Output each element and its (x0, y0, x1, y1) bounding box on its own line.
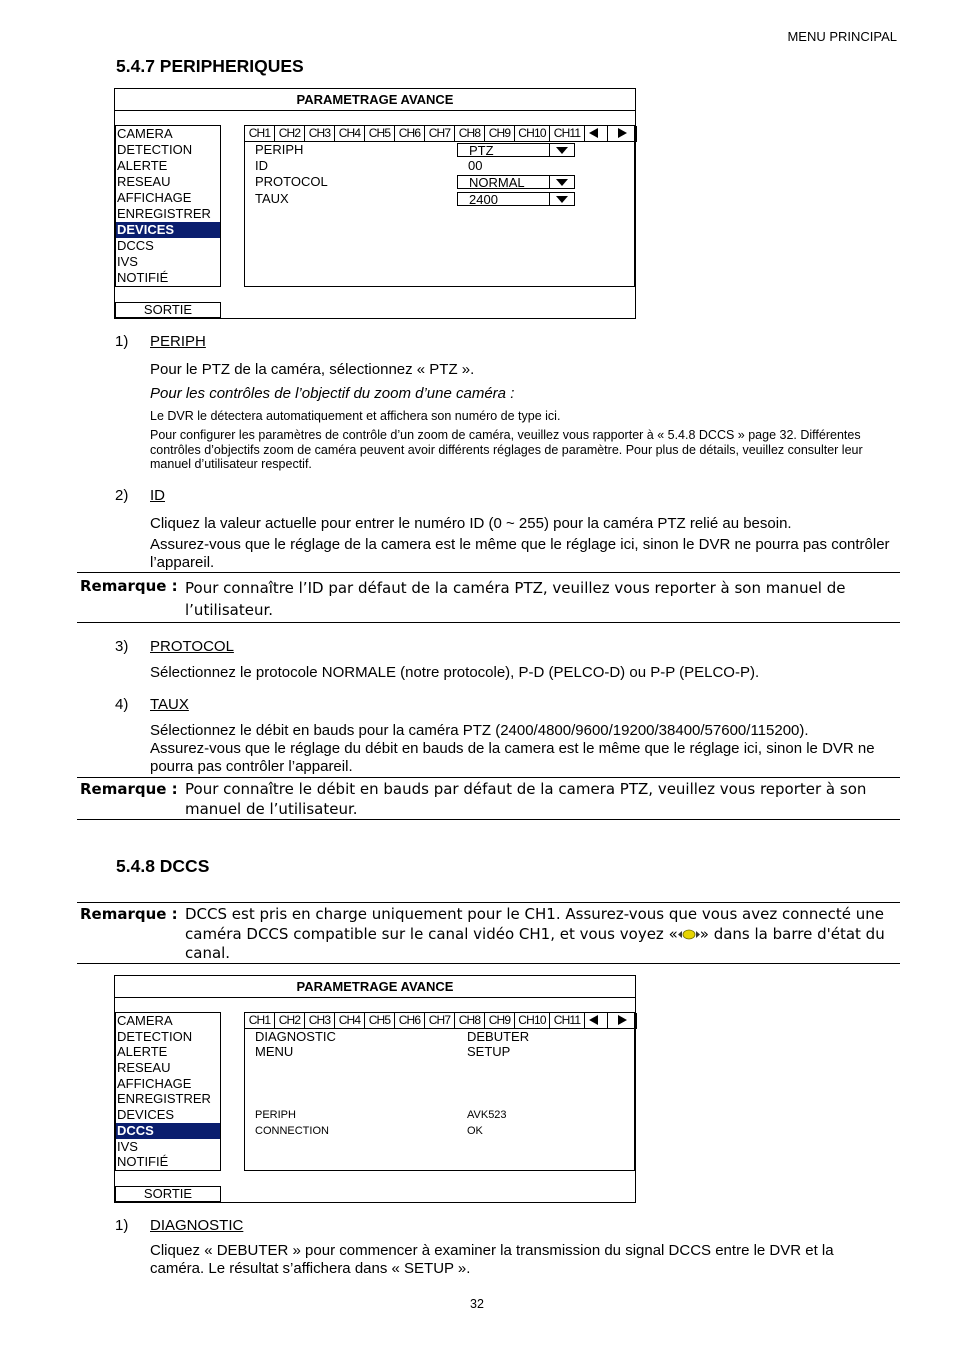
dropdown-arrow-icon (549, 175, 574, 189)
note-label: Remarque : (80, 577, 178, 595)
page-number: 32 (470, 1297, 484, 1311)
dccs-status-icon (678, 929, 700, 940)
note-text: DCCS est pris en charge uniquement pour le CH1. Assurez-vous que vous avez connecté une caméra DCCS compatible sur le canal vidéo CH1, et vous voyez « » dans la barre d'état du canal. (185, 905, 885, 962)
id-value[interactable]: 00 (468, 158, 483, 173)
tab-ch8[interactable]: CH8 (455, 126, 485, 142)
menu-panel-devices (114, 88, 636, 319)
arrow-left-icon[interactable] (585, 1013, 608, 1029)
tab-ch4[interactable]: CH4 (335, 1013, 365, 1029)
exit-button[interactable]: SORTIE (115, 1186, 221, 1202)
periph-dropdown[interactable]: PTZ (457, 143, 575, 157)
tab-ch10[interactable]: CH10 (515, 1013, 550, 1029)
paragraph-italic: Pour les contrôles de l’objectif du zoom d’une caméra : (150, 385, 515, 402)
note-box (77, 777, 900, 820)
dropdown-arrow-icon (549, 192, 574, 206)
tab-ch4[interactable]: CH4 (335, 126, 365, 142)
tab-ch6[interactable]: CH6 (395, 126, 425, 142)
item-title-taux: TAUX (150, 696, 189, 713)
settings-area (244, 125, 635, 287)
paragraph: Cliquez « DEBUTER » pour commencer à examiner la transmission du signal DCCS entre le DVR et la caméra. Le résultat s’affichera dans « SETUP ». (150, 1242, 834, 1277)
menu-item-camera[interactable]: CAMERA (117, 126, 173, 141)
field-label-periph: PERIPH (255, 142, 304, 157)
menu-item-dccs[interactable]: DCCS (117, 238, 154, 253)
info-value-connection: OK (467, 1125, 483, 1137)
tab-ch5[interactable]: CH5 (365, 1013, 395, 1029)
arrow-right-icon[interactable] (608, 126, 637, 142)
item-title-protocol: PROTOCOL (150, 638, 234, 655)
tab-ch3[interactable]: CH3 (305, 1013, 335, 1029)
paragraph: Sélectionnez le débit en bauds pour la caméra PTZ (2400/4800/9600/19200/38400/57600/115200). (150, 722, 809, 739)
tab-ch10[interactable]: CH10 (515, 126, 550, 142)
section-title-dccs: 5.4.8 DCCS (116, 856, 210, 876)
debuter-button[interactable]: DEBUTER (467, 1029, 530, 1044)
item-number: 4) (115, 696, 129, 713)
paragraph-small: Le DVR le détectera automatiquement et affichera son numéro de type ici. (150, 409, 561, 423)
item-title-id: ID (150, 487, 165, 504)
setup-button[interactable]: SETUP (467, 1044, 511, 1059)
channel-tabs (245, 126, 637, 142)
channel-tabs (245, 1013, 637, 1029)
note-text: Pour connaître le débit en bauds par défaut de la camera PTZ, veuillez vous reporter à son manuel de l’utilisateur. (185, 780, 867, 818)
running-header: MENU PRINCIPAL (787, 29, 897, 44)
info-value-periph: AVK523 (467, 1109, 507, 1121)
menu-item-reseau[interactable]: RESEAU (117, 174, 171, 189)
tab-ch2[interactable]: CH2 (275, 126, 305, 142)
tab-ch11[interactable]: CH11 (550, 1013, 585, 1029)
menu-item-affichage[interactable]: AFFICHAGE (117, 190, 192, 205)
menu-item-notifie[interactable]: NOTIFIÉ (117, 270, 169, 285)
tab-ch7[interactable]: CH7 (425, 126, 455, 142)
item-number: 1) (115, 333, 129, 350)
panel-title: PARAMETRAGE AVANCE (296, 979, 454, 994)
arrow-left-icon[interactable] (585, 126, 608, 142)
tab-ch5[interactable]: CH5 (365, 126, 395, 142)
item-title-periph: PERIPH (150, 333, 206, 350)
tab-ch8[interactable]: CH8 (455, 1013, 485, 1029)
tab-ch7[interactable]: CH7 (425, 1013, 455, 1029)
menu-item-reseau[interactable]: RESEAU (117, 1060, 171, 1075)
item-number: 1) (115, 1217, 129, 1234)
note-box (77, 902, 900, 964)
field-label-id: ID (255, 158, 268, 173)
tab-ch2[interactable]: CH2 (275, 1013, 305, 1029)
protocol-dropdown[interactable]: NORMAL (457, 175, 575, 189)
menu-item-enregistrer[interactable]: ENREGISTRER (117, 206, 211, 221)
menu-item-devices[interactable]: DEVICES (117, 1107, 175, 1122)
menu-panel-dccs (114, 975, 636, 1203)
paragraph: Assurez-vous que le réglage de la camera est le même que le réglage ici, sinon le DVR ne pourra pas contrôler l’appareil. (150, 536, 890, 571)
paragraph: Assurez-vous que le réglage du débit en bauds de la camera est le même que le réglage ici, sinon le DVR ne pourra pas contrôler l’appareil. (150, 740, 875, 775)
exit-button[interactable]: SORTIE (115, 302, 221, 318)
tab-ch6[interactable]: CH6 (395, 1013, 425, 1029)
menu-item-enregistrer[interactable]: ENREGISTRER (117, 1091, 211, 1106)
menu-item-alerte[interactable]: ALERTE (117, 1044, 168, 1059)
note-label: Remarque : (80, 905, 178, 923)
menu-item-detection[interactable]: DETECTION (117, 142, 193, 157)
side-menu (115, 1012, 221, 1171)
menu-item-dccs[interactable]: DCCS (116, 1123, 220, 1139)
menu-item-camera[interactable]: CAMERA (117, 1013, 173, 1028)
note-box (77, 572, 900, 623)
arrow-right-icon[interactable] (608, 1013, 637, 1029)
tab-ch1[interactable]: CH1 (245, 1013, 275, 1029)
menu-item-affichage[interactable]: AFFICHAGE (117, 1076, 192, 1091)
menu-item-detection[interactable]: DETECTION (117, 1029, 193, 1044)
menu-item-ivs[interactable]: IVS (117, 254, 138, 269)
paragraph: Sélectionnez le protocole NORMALE (notre protocole), P-D (PELCO-D) ou P-P (PELCO-P). (150, 664, 760, 681)
tab-ch9[interactable]: CH9 (485, 126, 515, 142)
paragraph: Cliquez la valeur actuelle pour entrer le numéro ID (0 ~ 255) pour la caméra PTZ relié au besoin. (150, 515, 792, 532)
menu-item-notifie[interactable]: NOTIFIÉ (117, 1154, 169, 1169)
tab-ch3[interactable]: CH3 (305, 126, 335, 142)
info-label-periph: PERIPH (255, 1109, 296, 1121)
item-number: 2) (115, 487, 129, 504)
item-number: 3) (115, 638, 129, 655)
paragraph: Pour le PTZ de la caméra, sélectionnez « PTZ ». (150, 361, 475, 378)
tab-ch9[interactable]: CH9 (485, 1013, 515, 1029)
note-label: Remarque : (80, 780, 178, 798)
row-label-diagnostic: DIAGNOSTIC (255, 1029, 336, 1044)
field-label-protocol: PROTOCOL (255, 174, 328, 189)
panel-title: PARAMETRAGE AVANCE (296, 92, 454, 107)
menu-item-ivs[interactable]: IVS (117, 1139, 138, 1154)
tab-ch11[interactable]: CH11 (550, 126, 585, 142)
tab-ch1[interactable]: CH1 (245, 126, 275, 142)
side-menu (115, 125, 221, 287)
item-title-diagnostic: DIAGNOSTIC (150, 1217, 244, 1234)
menu-item-alerte[interactable]: ALERTE (117, 158, 168, 173)
info-label-connection: CONNECTION (255, 1125, 329, 1137)
menu-item-devices[interactable]: DEVICES (116, 222, 220, 238)
row-label-menu: MENU (255, 1044, 294, 1059)
taux-dropdown[interactable]: 2400 (457, 192, 575, 206)
field-label-taux: TAUX (255, 191, 289, 206)
dropdown-arrow-icon (549, 143, 574, 157)
note-text: Pour connaître l’ID par défaut de la caméra PTZ, veuillez vous reporter à son manuel de l’utilisateur. (185, 579, 846, 619)
settings-area (244, 1012, 635, 1171)
paragraph-small: Pour configurer les paramètres de contrôle d’un zoom de caméra, veuillez vous rapporter à « 5.4.8 DCCS » page 32. Différentes contrôles d’objectifs zoom de caméra peuvent avoir différents réglages de paramètre. Pour plus de détails, veuillez consulter leur manuel d’utilisateur respectif. (150, 428, 863, 471)
section-title-peripheriques: 5.4.7 PERIPHERIQUES (116, 56, 304, 76)
